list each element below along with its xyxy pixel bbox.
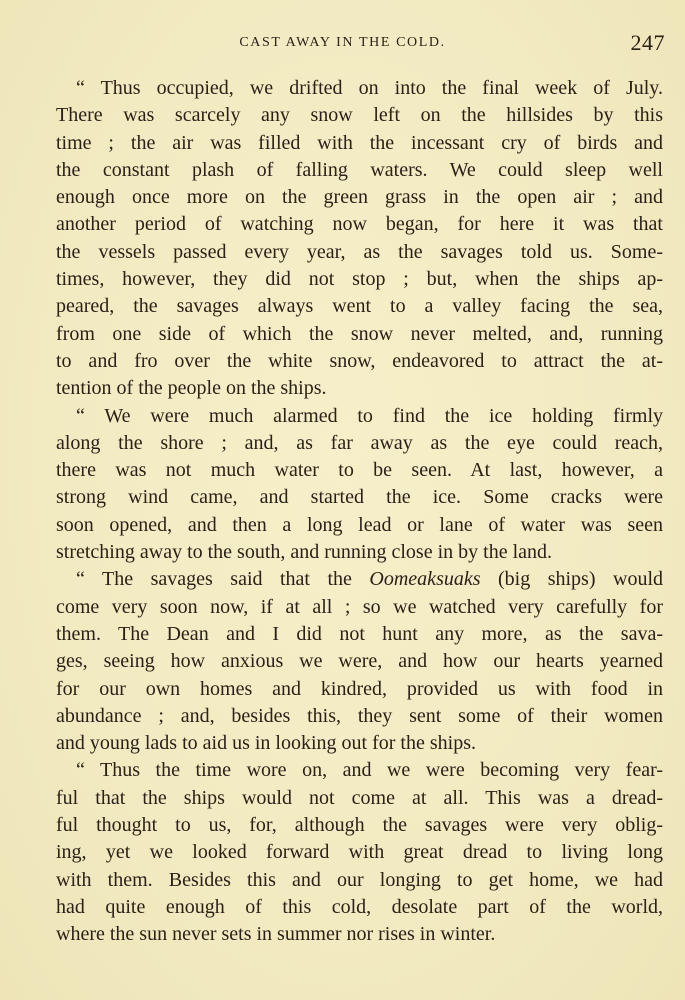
paragraph-2 <box>56 403 663 567</box>
text-line: ful that the ships would not come at all. This was a dread- <box>56 786 663 809</box>
text-line: where the sun never sets in summer nor rises in winter. <box>56 923 496 946</box>
text-line: ful thought to us, for, although the savages were very oblig- <box>56 814 663 837</box>
text-line: from one side of which the snow never melted, and, running <box>56 322 663 345</box>
paragraph-3 <box>56 566 663 757</box>
text-line: the constant plash of falling waters. We could sleep well <box>56 158 663 181</box>
text-line: and young lads to aid us in looking out for the ships. <box>56 732 476 755</box>
text-segment: “ The savages said that the <box>76 568 370 591</box>
text-line: for our own homes and kindred, provided us with food in <box>56 677 663 700</box>
paragraph-4 <box>56 757 663 948</box>
text-line: the vessels passed every year, as the savages told us. Some- <box>56 240 663 263</box>
text-line: to and fro over the white snow, endeavored to attract the at- <box>56 349 663 372</box>
text-line: another period of watching now began, for here it was that <box>56 213 663 236</box>
chapter-title: CAST AWAY IN THE COLD. <box>239 35 446 50</box>
text-line: abundance ; and, besides this, they sent some of their women <box>56 704 663 727</box>
text-line: ing, yet we looked forward with great dread to living long <box>56 841 663 864</box>
text-line: strong wind came, and started the ice. Some cracks were <box>56 486 663 509</box>
text-line: stretching away to the south, and running close in by the land. <box>56 541 553 564</box>
italic-term: Oomeaksuaks <box>369 568 481 591</box>
body-text <box>56 75 663 949</box>
text-line: there was not much water to be seen. At last, however, a <box>56 459 663 482</box>
text-line: had quite enough of this cold, desolate part of the world, <box>56 895 663 918</box>
text-line: “ We were much alarmed to find the ice holding firmly <box>76 404 663 427</box>
text-line: peared, the savages always went to a valley facing the sea, <box>56 295 663 318</box>
paragraph-1 <box>56 75 663 403</box>
text-line: There was scarcely any snow left on the hillsides by this <box>56 104 663 127</box>
text-line: tention of the people on the ships. <box>56 377 327 400</box>
text-line: with them. Besides this and our longing to get home, we had <box>56 868 663 891</box>
text-line: enough once more on the green grass in the open air ; and <box>56 186 663 209</box>
text-line: them. The Dean and I did not hunt any more, as the sava- <box>56 622 663 645</box>
text-line <box>56 566 663 593</box>
text-line: times, however, they did not stop ; but, when the ships ap- <box>56 268 663 291</box>
text-line: “ Thus the time wore on, and we were becoming very fear- <box>76 759 663 782</box>
text-line: along the shore ; and, as far away as the eye could reach, <box>56 431 663 454</box>
running-head <box>0 30 685 57</box>
text-segment: (big ships) would <box>480 568 663 591</box>
text-line: come very soon now, if at all ; so we watched very carefully for <box>56 595 663 618</box>
text-line: “ Thus occupied, we drifted on into the final week of July. <box>76 77 663 99</box>
text-line: time ; the air was filled with the incessant cry of birds and <box>56 131 663 154</box>
text-line: ges, seeing how anxious we were, and how our hearts yearned <box>56 650 663 673</box>
text-line: soon opened, and then a long lead or lane of water was seen <box>56 513 663 536</box>
page-number: 247 <box>630 30 665 55</box>
